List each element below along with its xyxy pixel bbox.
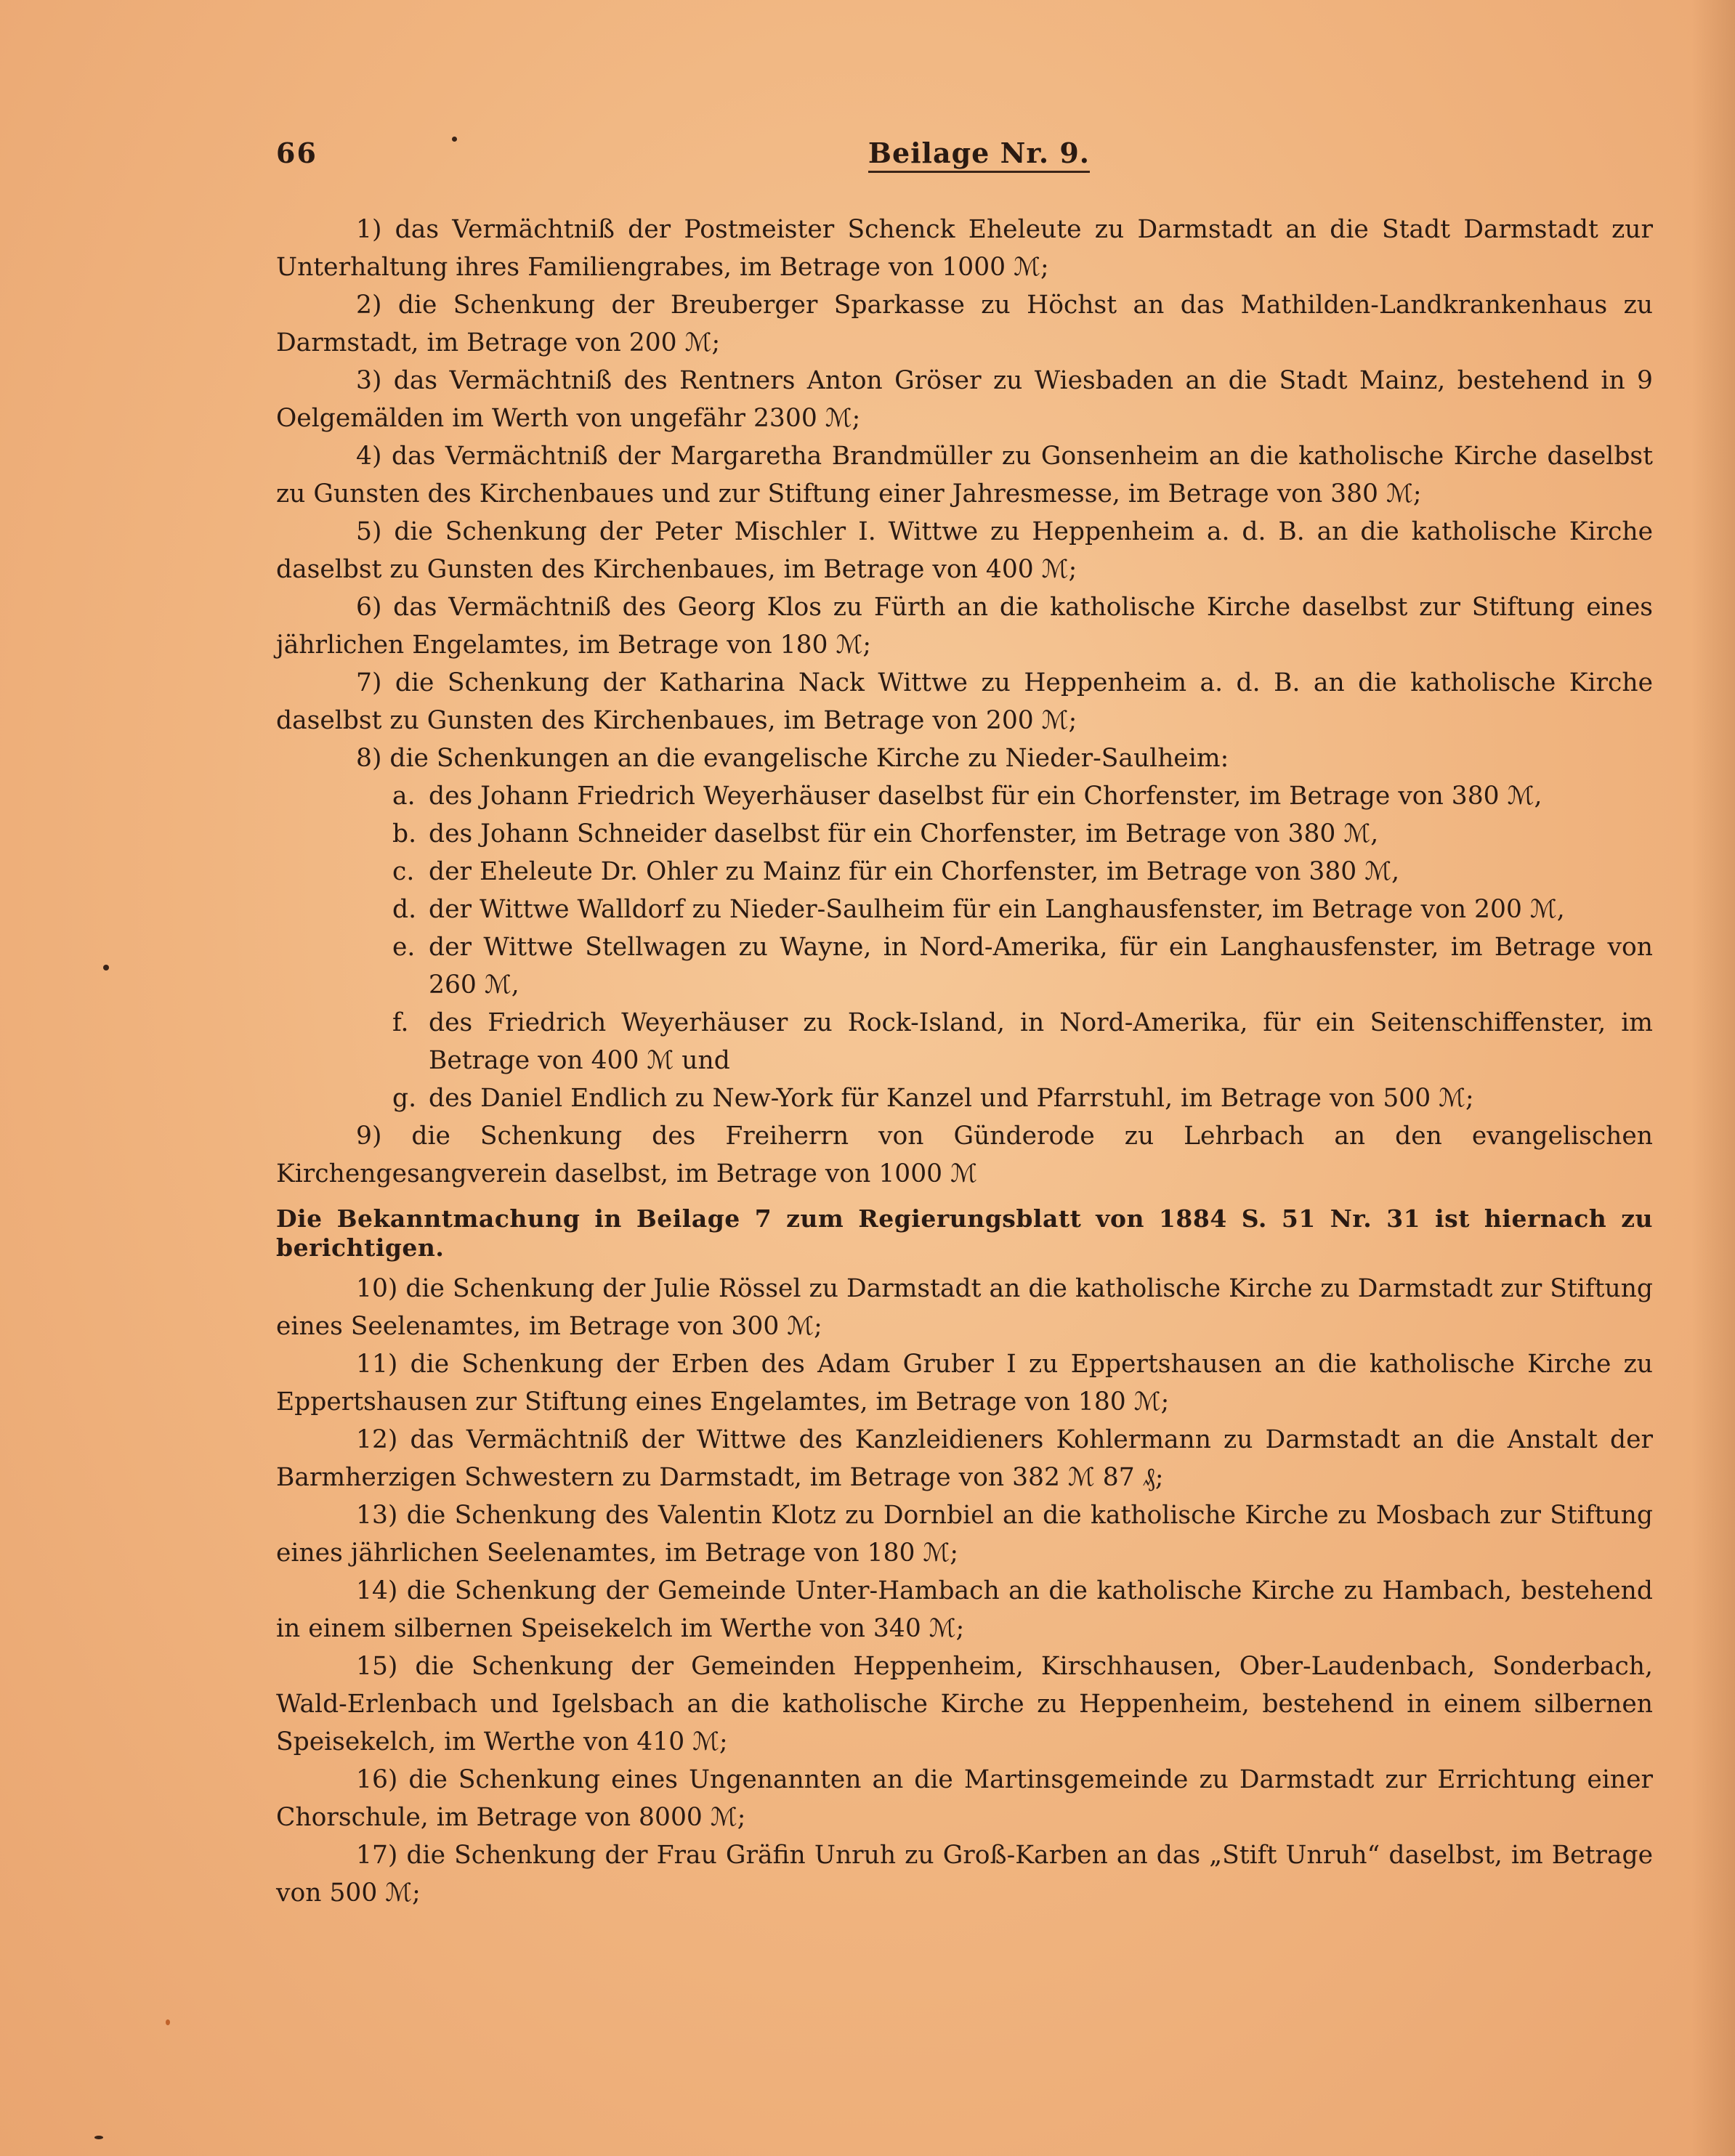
header-title: Beilage Nr. 9. [868, 137, 1090, 173]
list-item: 9) die Schenkung des Freiherrn von Günderode zu Lehrbach an den evangelischen Kirchengesangverein daselbst, im Betrage von 1000 ℳ [276, 1122, 1653, 1188]
sub-item-letter: c. [392, 857, 415, 886]
sub-item-letter: g. [392, 1084, 417, 1113]
list-item: 5) die Schenkung der Peter Mischler I. Wittwe zu Heppenheim a. d. B. an die katholische Kirche daselbst zu Gunsten des Kirchenbaues, im Betrage von 400 ℳ; [276, 517, 1653, 584]
list-item: 3) das Vermächtniß des Rentners Anton Gröser zu Wiesbaden an die Stadt Mainz, bestehend in 9 Oelgemälden im Werth von ungefähr 2300 ℳ; [276, 366, 1653, 433]
sub-item [276, 815, 1653, 853]
sub-item-letter: b. [392, 819, 417, 848]
sub-item-text: der Eheleute Dr. Ohler zu Mainz für ein Chorfenster, im Betrage von 380 ℳ, [429, 857, 1400, 886]
sub-item-text: des Johann Friedrich Weyerhäuser daselbst für ein Chorfenster, im Betrage von 380 ℳ, [429, 782, 1542, 811]
sub-item-text: des Friedrich Weyerhäuser zu Rock-Island, in Nord-Amerika, für ein Seitenschiffenster, im Betrage von 400 ℳ und [429, 1008, 1653, 1075]
list-item: 7) die Schenkung der Katharina Nack Wittwe zu Heppenheim a. d. B. an die katholische Kirche daselbst zu Gunsten des Kirchenbaues, im Betrage von 200 ℳ; [276, 668, 1653, 735]
list-item: 4) das Vermächtniß der Margaretha Brandmüller zu Gonsenheim an die katholische Kirche daselbst zu Gunsten des Kirchenbaues und zur Stiftung einer Jahresmesse, im Betrage von 380 ℳ; [276, 442, 1653, 508]
page-header [276, 137, 1162, 180]
sub-item [276, 928, 1653, 1004]
sub-item-letter: f. [392, 1008, 409, 1037]
page-edge-shadow [1691, 0, 1735, 2156]
list-item: 1) das Vermächtniß der Postmeister Schenck Eheleute zu Darmstadt an die Stadt Darmstadt zur Unterhaltung ihres Familiengrabes, im Betrage von 1000 ℳ; [276, 215, 1653, 282]
list-item: 16) die Schenkung eines Ungenannten an die Martinsgemeinde zu Darmstadt zur Errichtung einer Chorschule, im Betrage von 8000 ℳ; [276, 1765, 1653, 1832]
page-number: 66 [276, 137, 318, 169]
sub-item-letter: d. [392, 895, 417, 924]
list-item: 13) die Schenkung des Valentin Klotz zu Dornbiel an die katholische Kirche zu Mosbach zur Stiftung eines jährlichen Seelenamtes, im Betrage von 180 ℳ; [276, 1501, 1653, 1568]
sub-item-text: des Johann Schneider daselbst für ein Chorfenster, im Betrage von 380 ℳ, [429, 819, 1379, 848]
ink-speck [452, 137, 457, 142]
ink-speck [103, 965, 109, 970]
list-item: 11) die Schenkung der Erben des Adam Gruber I zu Eppertshausen an die katholische Kirche zu Eppertshausen zur Stiftung eines Engelamtes, im Betrage von 180 ℳ; [276, 1350, 1653, 1417]
sub-item [276, 777, 1653, 815]
sub-item-text: des Daniel Endlich zu New-York für Kanzel und Pfarrstuhl, im Betrage von 500 ℳ; [429, 1084, 1474, 1113]
list-item: 2) die Schenkung der Breuberger Sparkasse zu Höchst an das Mathilden-Landkrankenhaus zu Darmstadt, im Betrage von 200 ℳ; [276, 291, 1653, 357]
page-body [276, 211, 1653, 1912]
list-item: 17) die Schenkung der Frau Gräfin Unruh zu Groß-Karben an das „Stift Unruh“ daselbst, im Betrage von 500 ℳ; [276, 1841, 1653, 1908]
sub-item [276, 1079, 1653, 1117]
sub-item-text: der Wittwe Stellwagen zu Wayne, in Nord-Amerika, für ein Langhausfenster, im Betrage von 260 ℳ, [429, 933, 1653, 1000]
list-item: 8) die Schenkungen an die evangelische Kirche zu Nieder-Saulheim: [356, 744, 1229, 773]
sub-item [276, 1004, 1653, 1079]
list-item: 10) die Schenkung der Julie Rössel zu Darmstadt an die katholische Kirche zu Darmstadt zur Stiftung eines Seelenamtes, im Betrage von 300 ℳ; [276, 1274, 1653, 1341]
list-item: 6) das Vermächtniß des Georg Klos zu Fürth an die katholische Kirche daselbst zur Stiftung eines jährlichen Engelamtes, im Betrage von 180 ℳ; [276, 593, 1653, 660]
sub-item-letter: e. [392, 933, 416, 962]
list-item: 12) das Vermächtniß der Wittwe des Kanzleidieners Kohlermann zu Darmstadt an die Anstalt der Barmherzigen Schwestern zu Darmstadt, im Betrage von 382 ℳ 87 ₰; [276, 1425, 1653, 1492]
sub-item-letter: a. [392, 782, 416, 811]
list-item: 14) die Schenkung der Gemeinde Unter-Hambach an die katholische Kirche zu Hambach, bestehend in einem silbernen Speisekelch im Werthe von 340 ℳ; [276, 1576, 1653, 1643]
list-item: 15) die Schenkung der Gemeinden Heppenheim, Kirschhausen, Ober-Laudenbach, Sonderbach, Wald-Erlenbach und Igelsbach an die katholische Kirche zu Heppenheim, bestehend in einem silbernen Speisekelch, im Werthe von 410 ℳ; [276, 1652, 1653, 1756]
sub-item [276, 853, 1653, 891]
sub-item-text: der Wittwe Walldorf zu Nieder-Saulheim für ein Langhausfenster, im Betrage von 200 ℳ, [429, 895, 1565, 924]
ink-speck [166, 2019, 170, 2025]
correction-notice: Die Bekanntmachung in Beilage 7 zum Regierungsblatt von 1884 S. 51 Nr. 31 ist hiernach zu berichtigen. [276, 1204, 1653, 1262]
ink-speck [94, 2136, 103, 2139]
sub-item [276, 891, 1653, 928]
